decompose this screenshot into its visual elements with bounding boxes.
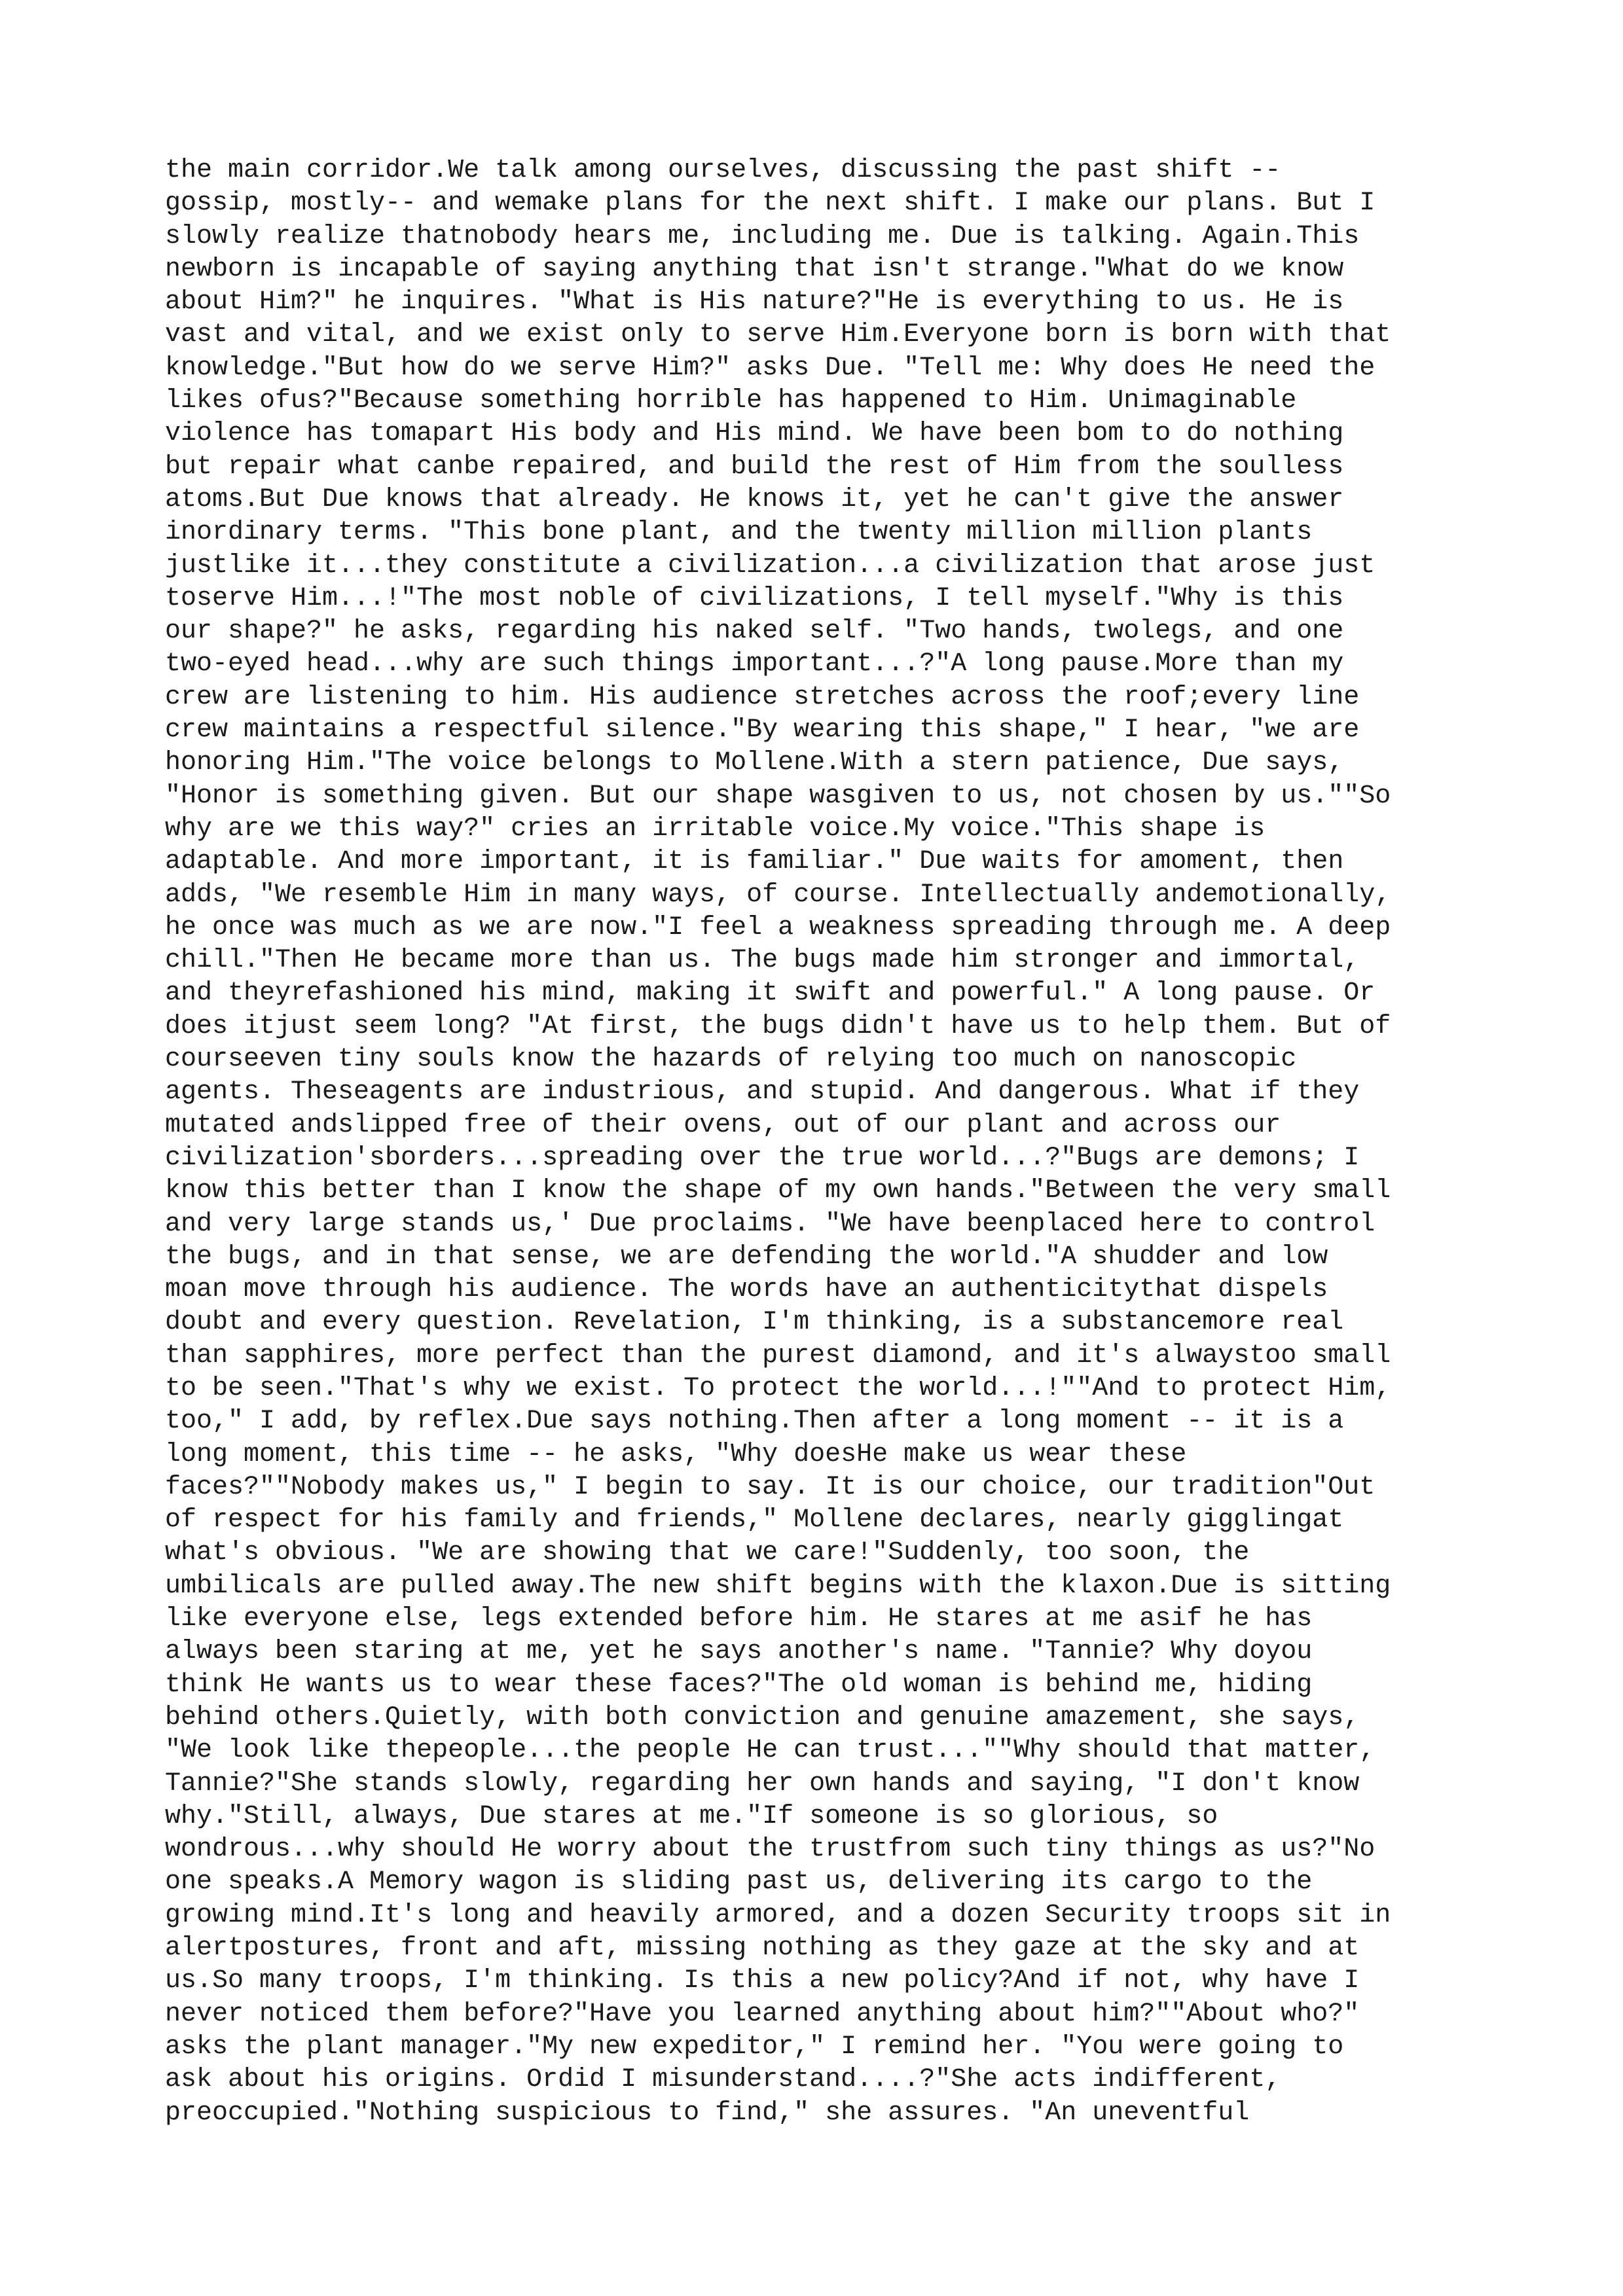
text-line: growing mind.It's long and heavily armored, and a dozen Security troops sit in <box>165 1900 1391 1930</box>
text-line: inordinary terms. "This bone plant, and the twenty million million plants <box>165 518 1313 548</box>
text-line: faces?""Nobody makes us," I begin to say. It is our choice, our tradition"Out <box>165 1472 1376 1502</box>
text-line: the main corridor.We talk among ourselves, discussing the past shift -- <box>165 156 1281 185</box>
text-line: newborn is incapable of saying anything that isn't strange."What do we know <box>165 254 1344 284</box>
text-line: know this better than I know the shape of my own hands."Between the very small <box>165 1176 1391 1206</box>
text-line: chill."Then He became more than us. The bugs made him stronger and immortal, <box>165 946 1360 976</box>
text-line: but repair what canbe repaired, and build the rest of Him from the soulless <box>165 452 1344 482</box>
text-line: "Honor is something given. But our shape wasgiven to us, not chosen by us.""So <box>165 781 1391 811</box>
text-line: think He wants us to wear these faces?"The old woman is behind me, hiding <box>165 1670 1313 1700</box>
text-line: one speaks.A Memory wagon is sliding past us, delivering its cargo to the <box>165 1867 1313 1897</box>
text-line: never noticed them before?"Have you learned anything about him?""About who?" <box>165 1999 1360 2029</box>
text-line: of respect for his family and friends," Mollene declares, nearly gigglingat <box>165 1505 1344 1535</box>
text-line: why are we this way?" cries an irritable voice.My voice."This shape is <box>165 814 1266 844</box>
text-line: gossip, mostly-- and wemake plans for the next shift. I make our plans. But I <box>165 188 1376 219</box>
text-line: does itjust seem long? "At first, the bugs didn't have us to help them. But of <box>165 1011 1391 1041</box>
text-line: long moment, this time -- he asks, "Why doesHe make us wear these <box>165 1439 1187 1469</box>
text-line: adds, "We resemble Him in many ways, of course. Intellectually andemotionally, <box>165 880 1391 910</box>
text-line: our shape?" he asks, regarding his naked self. "Two hands, twolegs, and one <box>165 617 1344 647</box>
text-line: and very large stands us,' Due proclaims. "We have beenplaced here to control <box>165 1209 1376 1239</box>
text-line: Tannie?"She stands slowly, regarding her own hands and saying, "I don't know <box>165 1768 1360 1799</box>
text-line: mutated andslipped free of their ovens, out of our plant and across our <box>165 1110 1281 1140</box>
text-line: honoring Him."The voice belongs to Mollene.With a stern patience, Due says, <box>165 748 1344 778</box>
text-line: vast and vital, and we exist only to serve Him.Everyone born is born with that <box>165 320 1391 350</box>
text-line: atoms.But Due knows that already. He knows it, yet he can't give the answer <box>165 484 1344 514</box>
text-line: toserve Him...!"The most noble of civilizations, I tell myself."Why is this <box>165 583 1344 613</box>
text-line: crew maintains a respectful silence."By wearing this shape," I hear, "we are <box>165 715 1360 745</box>
text-line: always been staring at me, yet he says another's name. "Tannie? Why doyou <box>165 1637 1313 1667</box>
text-line: and theyrefashioned his mind, making it swift and powerful." A long pause. Or <box>165 978 1376 1009</box>
body-text <box>165 154 1474 2130</box>
text-line: justlike it...they constitute a civilization...a civilization that arose just <box>165 550 1376 581</box>
text-line: civilization'sborders...spreading over the true world...?"Bugs are demons; I <box>165 1143 1360 1173</box>
text-line: knowledge."But how do we serve Him?" asks Due. "Tell me: Why does He need the <box>165 353 1376 383</box>
text-line: "We look like thepeople...the people He can trust...""Why should that matter, <box>165 1736 1376 1766</box>
text-line: what's obvious. "We are showing that we care!"Suddenly, too soon, the <box>165 1538 1250 1568</box>
text-line: like everyone else, legs extended before him. He stares at me asif he has <box>165 1604 1313 1634</box>
text-line: likes ofus?"Because something horrible has happened to Him. Unimaginable <box>165 386 1297 416</box>
text-line: behind others.Quietly, with both conviction and genuine amazement, she says, <box>165 1702 1360 1732</box>
text-line: to be seen."That's why we exist. To protect the world...!""And to protect Him, <box>165 1373 1391 1403</box>
text-line: courseeven tiny souls know the hazards of relying too much on nanoscopic <box>165 1045 1297 1075</box>
text-line: moan move through his audience. The words have an authenticitythat dispels <box>165 1275 1328 1305</box>
text-line: preoccupied."Nothing suspicious to find," she assures. "An uneventful <box>165 2098 1250 2128</box>
text-line: slowly realize thatnobody hears me, including me. Due is talking. Again.This <box>165 221 1360 251</box>
text-line: too," I add, by reflex.Due says nothing.Then after a long moment -- it is a <box>165 1407 1344 1437</box>
text-line: why."Still, always, Due stares at me."If someone is so glorious, so <box>165 1801 1218 1831</box>
text-line: two-eyed head...why are such things important...?"A long pause.More than my <box>165 649 1344 679</box>
text-line: wondrous...why should He worry about the trustfrom such tiny things as us?"No <box>165 1835 1376 1865</box>
text-line: us.So many troops, I'm thinking. Is this a new policy?And if not, why have I <box>165 1966 1360 1996</box>
text-line: agents. Theseagents are industrious, and stupid. And dangerous. What if they <box>165 1077 1360 1107</box>
text-line: ask about his origins. Ordid I misunderstand....?"She acts indifferent, <box>165 2065 1281 2095</box>
text-line: than sapphires, more perfect than the purest diamond, and it's alwaystoo small <box>165 1340 1391 1371</box>
text-line: asks the plant manager."My new expeditor," I remind her. "You were going to <box>165 2032 1344 2062</box>
text-line: alertpostures, front and aft, missing nothing as they gaze at the sky and at <box>165 1933 1360 1964</box>
text-line: doubt and every question. Revelation, I'm thinking, is a substancemore real <box>165 1308 1344 1338</box>
text-line: adaptable. And more important, it is familiar." Due waits for amoment, then <box>165 847 1344 877</box>
text-line: violence has tomapart His body and His mind. We have been bom to do nothing <box>165 419 1344 449</box>
text-line: he once was much as we are now."I feel a weakness spreading through me. A deep <box>165 912 1391 942</box>
text-line: about Him?" he inquires. "What is His nature?"He is everything to us. He is <box>165 287 1344 317</box>
text-line: crew are listening to him. His audience stretches across the roof;every line <box>165 682 1360 712</box>
text-line: the bugs, and in that sense, we are defending the world."A shudder and low <box>165 1242 1328 1272</box>
text-line: umbilicals are pulled away.The new shift begins with the klaxon.Due is sitting <box>165 1571 1391 1601</box>
